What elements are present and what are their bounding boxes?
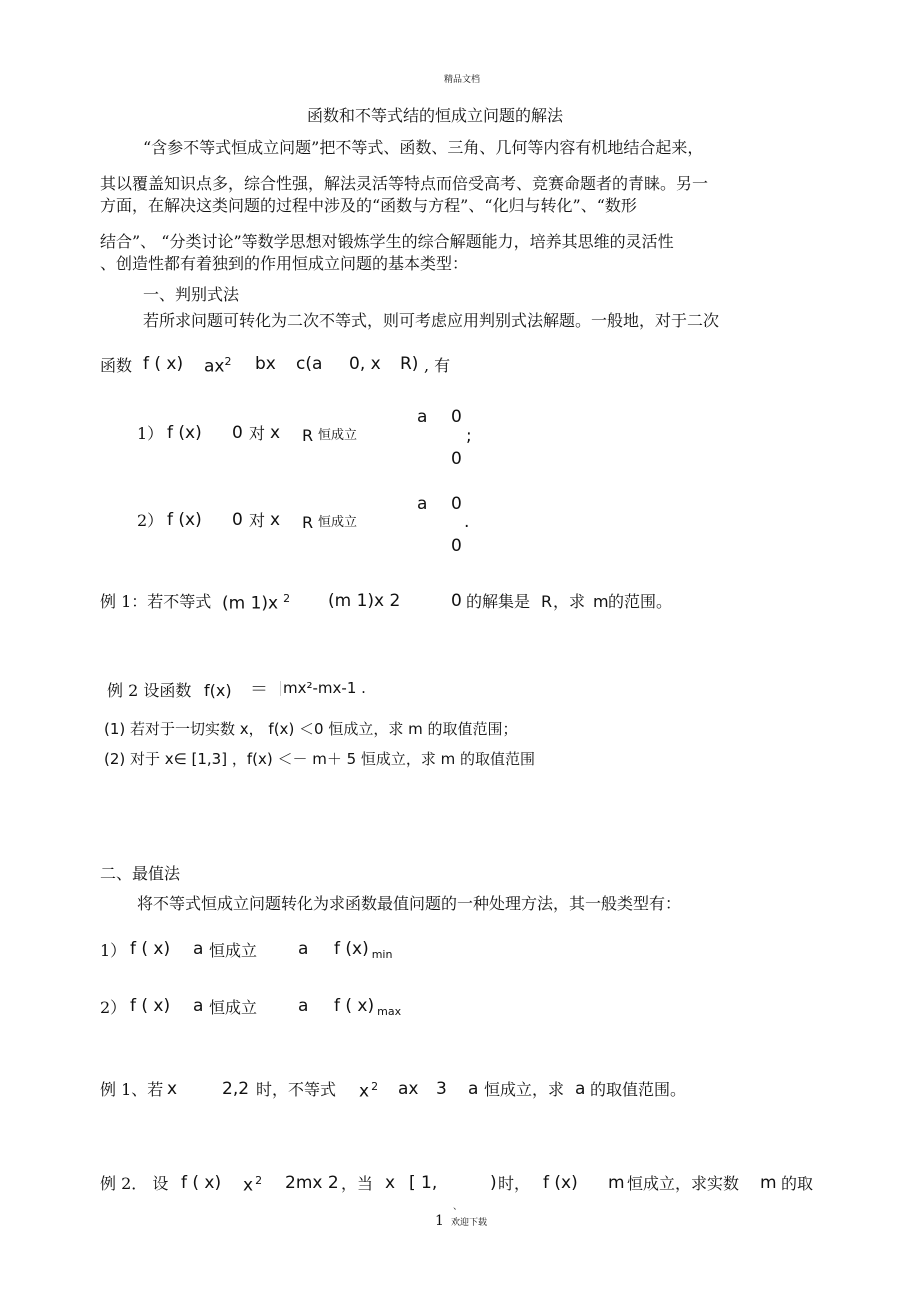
rule-2-f: f ( x) bbox=[130, 996, 171, 1016]
footer-text: 欢迎下载 bbox=[451, 1218, 488, 1228]
ex2-label: 例 2 设函数 bbox=[107, 681, 192, 700]
s2ex1-t2: 恒成立，求 bbox=[484, 1080, 565, 1099]
rule-2-num: 2） bbox=[100, 998, 127, 1017]
page-number: 1 bbox=[435, 1213, 444, 1229]
fn-e: R) bbox=[400, 354, 419, 374]
ex1-text3: 的范围。 bbox=[608, 592, 673, 611]
s2ex2-fx2: f (x) bbox=[543, 1173, 578, 1193]
case-2-a0: 0 bbox=[451, 494, 462, 514]
s2ex1-ax: ax bbox=[398, 1079, 419, 1099]
intro-line-5: 、创造性都有着独到的作用恒成立问题的基本类型： bbox=[100, 254, 469, 273]
footer bbox=[435, 1212, 487, 1228]
rule-2-fx: f ( x) $_{max}$ bbox=[334, 996, 402, 1019]
ex1-e3: 0 bbox=[451, 591, 462, 611]
intro-line-4: 结合”、 “分类讨论”等数学思想对锻炼学生的综合解题能力，培养其思维的灵活性 bbox=[100, 232, 674, 251]
s2ex1-three: 3 bbox=[436, 1079, 447, 1099]
s2ex2-label: 例 2． 设 bbox=[100, 1174, 169, 1193]
case-2-num: 2） bbox=[137, 511, 164, 530]
ex1-m: m bbox=[593, 592, 609, 611]
s2ex1-x2: x $^2$ bbox=[359, 1080, 379, 1102]
rule-1-num: 1） bbox=[100, 941, 127, 960]
ex1-e1: (m 1)x $^2$ bbox=[222, 592, 291, 614]
section1-paragraph: 若所求问题可转化为二次不等式，则可考虑应用判别式法解题。一般地，对于二次 bbox=[143, 311, 720, 330]
case-1-num: 1） bbox=[137, 424, 164, 443]
section2-heading: 二、最值法 bbox=[100, 864, 181, 883]
header-text: 精品文档 bbox=[444, 75, 481, 85]
ex1-text2: ，求 bbox=[553, 592, 586, 611]
footer-mark: 、 bbox=[453, 1202, 463, 1212]
rule-2-hcl: 恒成立 bbox=[209, 998, 258, 1017]
case-2-bottom: 0 bbox=[451, 536, 462, 556]
case-2-x: x bbox=[270, 510, 281, 530]
rule-2-a: a bbox=[193, 996, 204, 1016]
case-1-bottom: 0 bbox=[451, 449, 462, 469]
fn-suffix: , 有 bbox=[424, 356, 451, 375]
fn-prefix: 函数 bbox=[100, 356, 133, 375]
s2ex2-m2: m bbox=[760, 1173, 777, 1193]
s2ex2-t4: 的取 bbox=[781, 1174, 814, 1193]
s2ex1-a2: a bbox=[575, 1079, 586, 1099]
case-1-dui: 对 bbox=[249, 424, 266, 443]
case-2-dui: 对 bbox=[249, 511, 266, 530]
s2ex1-range: 2,2 bbox=[222, 1079, 250, 1099]
case-2-zero: 0 bbox=[232, 510, 243, 530]
s2ex2-t3: 恒成立，求实数 bbox=[627, 1174, 740, 1193]
s2ex2-t1: ，当 bbox=[341, 1174, 374, 1193]
s2ex1-t3: 的取值范围。 bbox=[590, 1080, 687, 1099]
fn-d: 0, x bbox=[349, 354, 381, 374]
case-2-dot: . bbox=[464, 512, 470, 532]
case-1-a0: 0 bbox=[451, 407, 462, 427]
ex2-expr: mx²-mx-1 . bbox=[280, 681, 366, 696]
s2ex1-a: a bbox=[468, 1079, 479, 1099]
s2ex1-label: 例 1、若 bbox=[100, 1080, 164, 1099]
page-title: 函数和不等式结的恒成立问题的解法 bbox=[307, 106, 564, 125]
ex2-eq: ＝ bbox=[250, 679, 268, 700]
s2ex1-x: x bbox=[167, 1079, 178, 1099]
case-1-x: x bbox=[270, 423, 281, 443]
ex1-e2: (m 1)x 2 bbox=[328, 591, 401, 611]
s2ex2-x: x bbox=[385, 1173, 396, 1193]
case-2-hcl: 恒成立 bbox=[318, 515, 358, 530]
case-1-hcl: 恒成立 bbox=[318, 428, 358, 443]
case-1-zero: 0 bbox=[232, 423, 243, 443]
ex1-R: R bbox=[541, 592, 553, 611]
s2ex2-close: ) bbox=[490, 1173, 497, 1193]
rule-1-hcl: 恒成立 bbox=[209, 941, 258, 960]
ex2-question-1: (1) 若对于一切实数 x， f(x) ＜0 恒成立，求 m 的取值范围； bbox=[104, 720, 518, 738]
rule-1-a: a bbox=[193, 939, 204, 959]
fn-ax: $ax^2$ bbox=[204, 355, 232, 377]
s2ex2-m: m bbox=[608, 1173, 625, 1193]
rule-1-f: f ( x) bbox=[130, 939, 171, 959]
rule-2-a2: a bbox=[298, 996, 309, 1016]
s2ex1-t1: 时，不等式 bbox=[256, 1080, 337, 1099]
case-1-R: R bbox=[302, 426, 314, 445]
case-2-f: f (x) bbox=[167, 510, 202, 530]
fn-c: c(a bbox=[296, 354, 323, 374]
rule-1-fx: f (x) $_{min}$ bbox=[334, 939, 393, 962]
section1-heading: 一、判别式法 bbox=[143, 285, 240, 304]
s2ex2-mx: 2mx 2 bbox=[285, 1173, 339, 1193]
case-2-R: R bbox=[302, 513, 314, 532]
case-1-semi: ; bbox=[466, 426, 472, 446]
ex2-question-2: (2) 对于 x∈ [1,3] ，f(x) ＜－ m＋ 5 恒成立，求 m 的取值范围 bbox=[104, 750, 536, 768]
case-1-f: f (x) bbox=[167, 423, 202, 443]
ex1-label: 例 1：若不等式 bbox=[100, 592, 212, 611]
s2ex2-t2: 时， bbox=[498, 1174, 531, 1193]
case-1-a: a bbox=[417, 407, 428, 427]
s2ex2-bracket: [ 1, bbox=[409, 1173, 438, 1193]
intro-line-3: 方面，在解决这类问题的过程中涉及的“函数与方程”、“化归与转化”、“数形 bbox=[100, 196, 637, 215]
fn-bx: bx bbox=[255, 354, 276, 374]
ex2-fx: f(x) bbox=[204, 681, 232, 700]
intro-line-1: “含参不等式恒成立问题”把不等式、函数、三角、几何等内容有机地结合起来， bbox=[143, 138, 704, 157]
ex1-text: 的解集是 bbox=[466, 592, 531, 611]
intro-line-2: 其以覆盖知识点多，综合性强，解法灵活等特点而倍受高考、竞赛命题者的青睐。另一 bbox=[100, 174, 709, 193]
section2-paragraph: 将不等式恒成立问题转化为求函数最值问题的一种处理方法，其一般类型有： bbox=[137, 894, 682, 913]
s2ex2-fx: f ( x) bbox=[181, 1173, 222, 1193]
case-2-a: a bbox=[417, 494, 428, 514]
fn-f: f ( x) bbox=[143, 354, 184, 374]
s2ex2-x2: x $^2$ bbox=[243, 1174, 263, 1196]
rule-1-a2: a bbox=[298, 939, 309, 959]
